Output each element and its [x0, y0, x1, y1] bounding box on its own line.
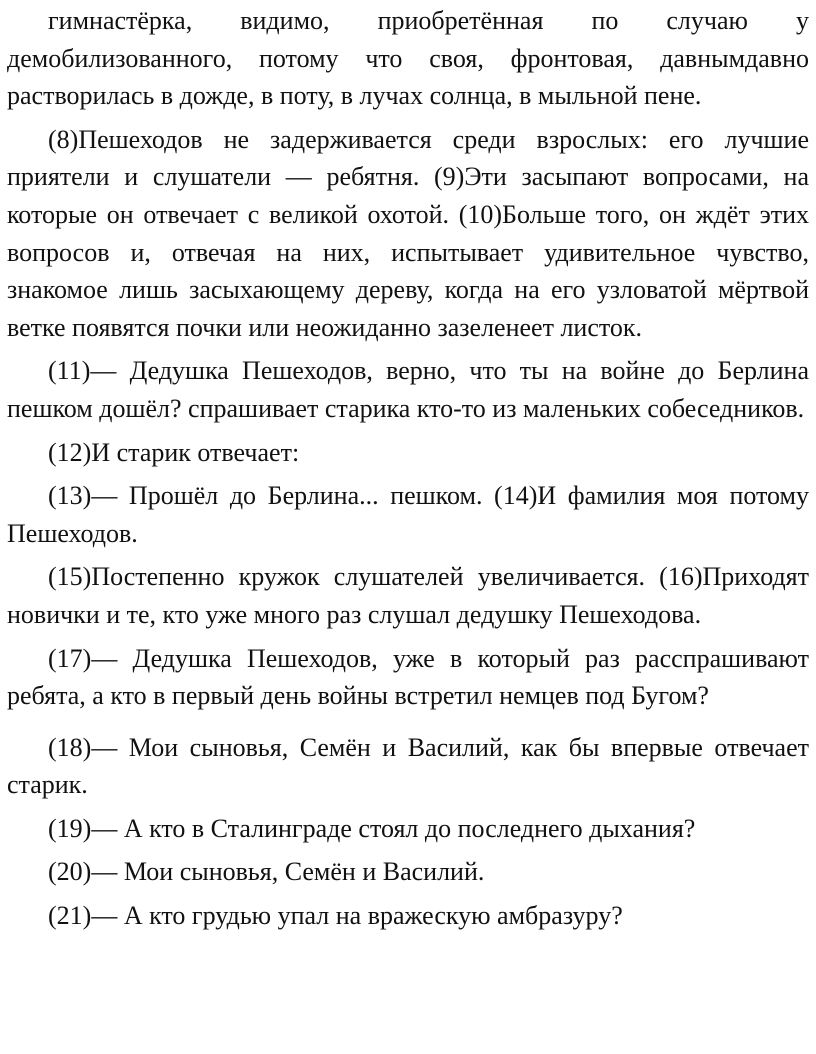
paragraph-15-16: (15)Постепенно кружок слушателей увеличивается. (16)Приходят новички и те, кто уже много раз слушал дедушку Пешеходова. — [7, 562, 809, 629]
paragraph-11: (11)— Дедушка Пешеходов, верно, что ты на войне до Берлина пешком дошёл? спрашивает старика кто-то из маленьких собеседников. — [7, 356, 809, 423]
paragraph-continuation: гимнастёрка, видимо, приобретённая по случаю у демобилизованного, потому что своя, фронтовая, давнымдавно растворилась в дожде, в поту, в лучах солнца, в мыльной пене. — [7, 6, 809, 111]
paragraph-8-10: (8)Пешеходов не задерживается среди взрослых: его лучшие приятели и слушатели — ребятня. (9)Эти засыпают вопросами, на которые он отвечает с великой охотой. (10)Больше того, он ждёт этих вопросов и, отвечая на них, испытывает удивительное чувство, знакомое лишь засыхающему дереву, когда на его узловатой мёртвой ветке появятся почки или неожиданно зазеленеет листок. — [7, 124, 809, 342]
paragraph-17: (17)— Дедушка Пешеходов, уже в который раз расспрашивают ребята, а кто в первый день войны встретил немцев под Бугом? — [7, 643, 809, 711]
paragraph-13-14: (13)— Прошёл до Берлина... пешком. (14)И фамилия моя потому Пешеходов. — [7, 481, 809, 548]
paragraph-19: (19)— А кто в Сталинграде стоял до последнего дыхания? — [48, 813, 696, 843]
paragraph-20: (20)— Мои сыновья, Семён и Василий. — [48, 857, 485, 887]
paragraph-21: (21)— А кто грудью упал на вражескую амбразуру? — [48, 901, 623, 931]
paragraph-18: (18)— Мои сыновья, Семён и Василий, как бы впервые отвечает старик. — [7, 732, 809, 800]
paragraph-12: (12)И старик отвечает: — [48, 437, 300, 467]
